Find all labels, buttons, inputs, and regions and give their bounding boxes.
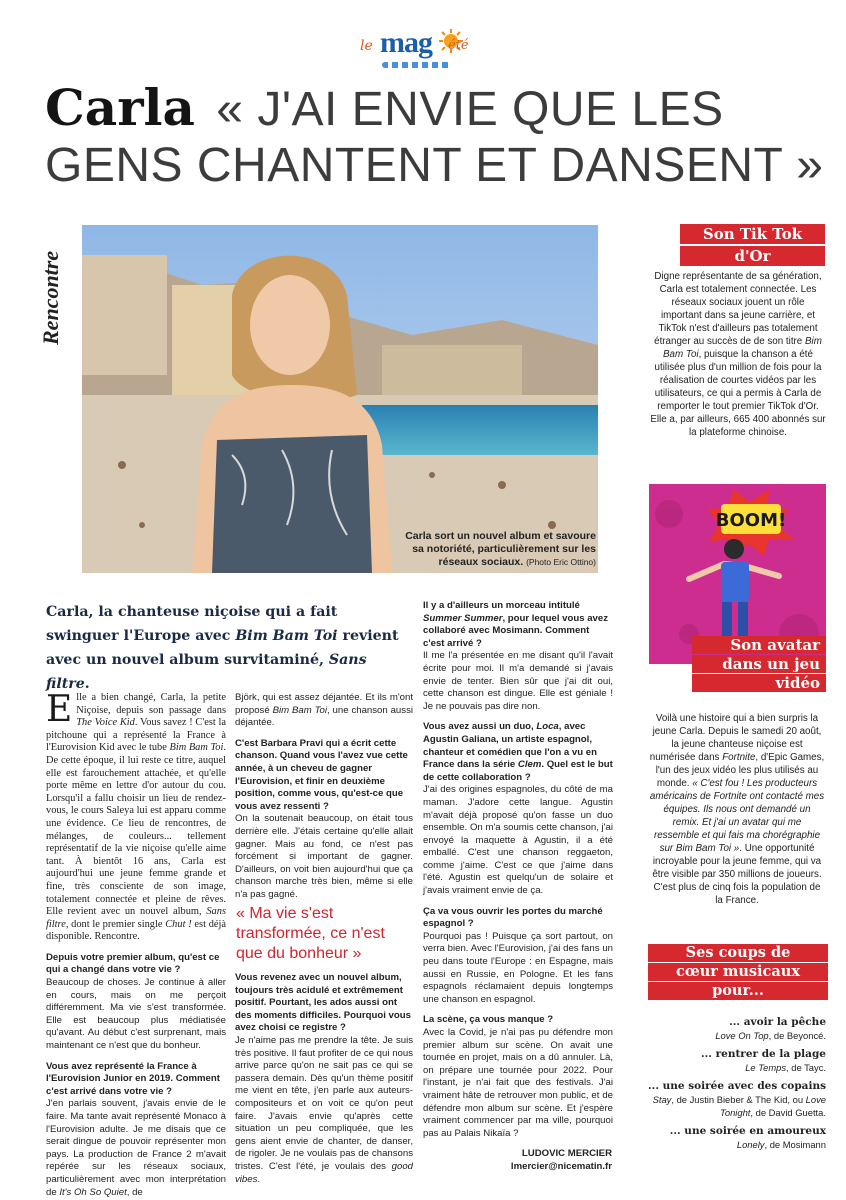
coups-list [646,1016,826,1151]
list-item-heading: ... une soirée en amoureux [669,1125,826,1137]
author-name: LUDOVIC MERCIER [521,1148,612,1159]
lead-text: , dont le premier single [65,918,166,930]
avatar-title-line-1: Son avatar [692,636,826,654]
masthead-le: le [360,38,373,54]
headline-name: Carla [45,78,195,137]
caption-text: Carla sort un nouvel album et savoure sa notoriété, particulièrement sur les réseaux sociaux. [405,530,596,568]
song-artist: , de Mosimann [764,1139,826,1150]
tiktok-box-title [680,224,825,268]
song-title: Stay [652,1094,672,1105]
question-1: Depuis votre premier album, qu'est ce qui a changé dans votre vie ? [46,951,220,976]
song-artist: , de Tayc. [786,1062,826,1073]
answer-8: Avec la Covid, je n'ai pas pu défendre mon premier album sur scène. On avait une tournée en projet, mais on a dû annuler. Là, on prépare une tournée pour 2022. Pour l'instant, je n'ai fait que des festivals. J'ai vraiment hâte de retrouver mon public, et de défendre mon album sur scène. Et j'espère vraiment commencer par ma ville, pourquoi pas au Palais Nikaïa ? [423,1027,613,1139]
lead-text: lle a bien changé, Carla, la petite Niçoise, depuis son passage dans [76,692,226,716]
question-7: Ça va vous ouvrir les portes du marché espagnol ? [423,905,603,930]
answer-1: Beaucoup de choses. Je continue à aller en cours, mais on me perçoit différemment. Ma vie s'est transformée. Elle est beaucoup plus médiatisée qu'avant. Au début c'est surprenant, mais maintenant ce n'est que du bonheur. [46,977,226,1052]
intro-text-3: . [84,676,90,692]
question-5 [423,600,613,650]
list-item-heading: ... rentrer de la plage [700,1048,826,1060]
list-item-heading: ... avoir la pêche [729,1016,826,1028]
question-text: Il y a d'ailleurs un morceau intitulé [423,600,580,611]
avatar-title-line-3: vidéo [692,674,826,692]
question-italic: Loca [536,721,559,733]
question-8: La scène, ça vous manque ? [423,1014,554,1026]
boom-text: BOOM! [715,510,787,531]
song-artist: , de David Guetta. [750,1107,826,1118]
article-column-2 [235,692,413,902]
question-text: , pour lequel vous avez collaboré avec Mosimann. Comment c'est arrivé ? [423,612,609,649]
answer-text: J'en parlais souvent, j'avais envie de le faire. Ma tante avait représenté Monaco à l'Eurovision adulte. Je me disais que ce serait dingue de pouvoir représenter mon pays. La production de France 2 m'avait repérée sur les réseaux sociaux, particulièrement avec mon interprétation de [46,1098,226,1198]
question-text: Vous avez aussi un duo, [423,721,537,733]
question-3: C'est Barbara Pravi qui a écrit cette chanson. Quand vous l'avez vue cette année, à un cheveu de gagner l'Eurovision, et finir en deuxième position, comme vous, qu'est-ce que vous avez ressenti ? [235,737,408,812]
lead-text: est déjà disponible. Rencontre. [46,918,227,943]
answer-7: Pourquoi pas ! Puisque ça sort partout, on verra bien. Avec l'Eurovision, j'ai des fans un peu dans toute l'Europe : en Espagne, mais aussi en Russie, en Pologne. Et les fans espagnols réclamaient depuis longtemps une chanson en espagnol. [423,930,613,1005]
avatar-text: . Une opportunité incroyable pour la jeune femme, qui va être visible par 350 millions de joueurs. C'est plus de cinq fois la population de la France. [652,843,822,906]
list-item-detail [646,1061,826,1074]
lead-italic: Sans filtre [46,906,226,930]
tiktok-box-text [650,270,826,439]
question-italic: Clem [517,759,542,771]
answer-2-continued [235,692,413,730]
answer-text: Björk, qui est assez déjantée. Et ils m'ont proposé [235,692,413,716]
photo-caption [398,530,596,569]
caption-credit: (Photo Eric Ottino) [526,557,596,567]
answer-text: . [257,1173,261,1185]
answer-italic: It's Oh So Quiet [59,1186,127,1198]
headline-quote: « J'AI ENVIE QUE LES GENS CHANTENT ET DANSENT » [45,83,824,192]
song-artist: , de Justin Bieber & The Kid, ou [671,1094,806,1105]
avatar-italic: Fortnite [722,752,756,763]
lead-italic: Bim Bam Toi [169,742,224,754]
lead-text: . De cette époque, il lui reste ce titre, auquel elle est farouchement attachée, et qu'elle porte même en lettre d'or autour du cou. Lorsqu'il a fallu choisir un lieu de rendez-vous, le cours Saleya lui est apparu comme une évidence. Ce lieu de rencontres, de mélanges, de couleurs... tellement représentatif de la vie niçoise qu'elle aime tant. À bientôt 16 ans, Carla est aujourd'hui une jeune femme grande et fine, très consciente de son image, totalement connectée et pleine de rêves. Elle revient avec un nouvel album, [46,742,227,918]
list-item-heading: ... une soirée avec des copains [648,1080,826,1092]
answer-6: J'ai des origines espagnoles, du côté de ma maman. J'adore cette langue. Agustin m'avait déjà proposé qu'on fasse un duo ensemble. On m'a soumis cette chanson, j'ai envoyé la maquette à Agustin, il a été emballé. C'est une chanson reggaeton, comme j'aime. C'est ce que j'aime dans l'été. Agustin est quelqu'un de solaire et j'avais vraiment envie de ça. [423,784,613,897]
question-text: . Quel est le but de cette collaboration ? [423,759,613,783]
masthead-mag: mag [380,26,432,59]
list-item-detail [646,1138,826,1151]
lead-italic: The Voice Kid [76,717,135,729]
song-title: Love Tonight [720,1094,826,1118]
section-label-text: Rencontre [38,250,63,345]
question-6 [423,721,613,784]
avatar-italic: « C'est fou ! Les producteurs américains de Fortnite ont contacté mes équipes. Ils nous ont demandé un remix. Et j'ai un avatar qui me ressemble et qui fais ma chorégraphie sur Bim Bam Toi » [649,778,825,854]
question-2: Vous avez représenté la France à l'Eurovision Junior en 2019. Comment c'est arrivé dans votre vie ? [46,1060,220,1097]
intro-album: Sans filtre [46,652,367,692]
magazine-masthead [360,26,520,70]
pull-quote: « Ma vie s'est transformée, ce n'est que du bonheur » [236,905,385,962]
tiktok-text: Digne représentante de sa génération, Carla est totalement connectée. Les réseaux sociaux jouent un rôle important dans sa jeune carrière, et TikTok n'est d'ailleurs pas totalement étranger au succès de de son titre [654,271,822,347]
intro-paragraph [46,600,406,696]
answer-2 [46,1098,226,1199]
list-item-detail [646,1093,826,1119]
answer-3: On la soutenait beaucoup, on était tous derrière elle. J'étais certaine qu'elle allait gagner. Mais au fond, ce n'est pas forcément si important de gagner. D'ailleurs, on voit bien aujourd'hui que ça chanson marche très bien, même si elle n'a pas gagné. [235,813,413,900]
drop-cap: E [46,689,73,730]
answer-italic: Bim Bam Toi [272,704,328,716]
list-item-detail [646,1029,826,1042]
answer-italic: good vibes [235,1160,413,1185]
avatar-title-line-2: dans un jeu [692,655,826,673]
intro-text-1: Carla, la chanteuse niçoise qui a fait swinguer l'Europe avec [46,604,338,644]
coups-title-line-1: Ses coups de [648,944,828,962]
avatar-text: Voilà une histoire qui a bien surpris la jeune Carla. Depuis le samedi 20 août, la jeune chanteuse niçoise est numérisée dans [649,713,822,763]
answer-text: , de [126,1186,143,1198]
main-photo [82,225,598,573]
song-title: Le Temps [745,1062,787,1073]
intro-text-2: revient avec un nouvel album survitaminé, [46,628,399,668]
lead-italic: Chut ! [165,918,192,930]
intro-song: Bim Bam Toi [235,628,338,644]
author-email: lmercier@nicematin.fr [510,1160,612,1172]
coups-box-title [648,944,828,1001]
headline [45,80,825,194]
tiktok-title-line-1: Son Tik Tok [680,224,825,244]
avatar-text: , d'Epic Games, l'un des jeux vidéo les plus utilisés au monde. [655,752,825,789]
tiktok-text: , puisque la chanson a été utilisée plus d'un million de fois pour la réalisation de courtes vidéos par les utilisateurs, ce qui a permis à Carla de remporter le tout premier TikTok d'Or. Elle a, par ailleurs, 665 400 abonnés sur la plateforme chinoise. [650,349,826,438]
waves-decoration [382,62,452,68]
article-column-1 [46,689,227,1199]
song-artist: , de Beyoncé. [768,1030,826,1041]
answer-4 [235,1035,413,1186]
tiktok-italic: Bim Bam Toi [663,336,822,360]
article-column-3 [423,600,613,1140]
answer-5: Il me l'a présentée en me disant qu'il l'avait écrite pour moi. Il m'a demandé si j'avais envie de tenter. Bien sûr que j'ai dit oui, cette chanson est dingue. Elle est géniale ! Je ne pouvais pas dire non. [423,650,613,712]
lead-paragraph [46,689,227,944]
question-text: , avec Agustin Galiana, un artiste espagnol, chanteur et comédien que l'on a vu en France dans la série [423,721,597,771]
article-column-2-lower [235,972,413,1186]
avatar-box-text [649,712,825,907]
byline [440,1148,612,1173]
question-4: Vous revenez avec un nouvel album, toujours très acidulé et extrêmement positif. Pourtant, les ados aussi ont des moments difficiles. Pourquoi vous avez choisi ce registre ? [235,972,411,1034]
section-label [38,235,72,345]
song-title: Love On Top [715,1030,769,1041]
coups-title-line-2: cœur musicaux [648,963,828,981]
answer-text: , une chanson aussi déjantée. [235,704,413,729]
question-italic: Summer Summer [423,612,503,624]
masthead-ete: été [448,38,469,53]
answer-text: Je n'aime pas me prendre la tête. Je suis très positive. Il faut profiter de ce qui nous arrive parce qu'on ne sait pas ce qui se passera demain. Dès qu'un thème positif me vient en tête, j'en parle aux auteurs-compositeurs et on voit ce qu'on peut faire. J'avais envie qu'après cette situation un peu compliquée, que les gens aient envie de chanter, de danser, de rigoler. Je ne voulais pas de chansons tristes. C'est l'été, je voulais des [235,1034,413,1172]
lead-text: . Vous savez ! C'est la pitchoune qui a représenté la France à l'Eurovision Kid avec le tube [46,717,226,754]
avatar-box-title [692,636,826,693]
song-title: Lonely [736,1139,765,1150]
coups-title-line-3: pour... [648,982,828,1000]
tiktok-title-line-2: d'Or [680,246,825,266]
